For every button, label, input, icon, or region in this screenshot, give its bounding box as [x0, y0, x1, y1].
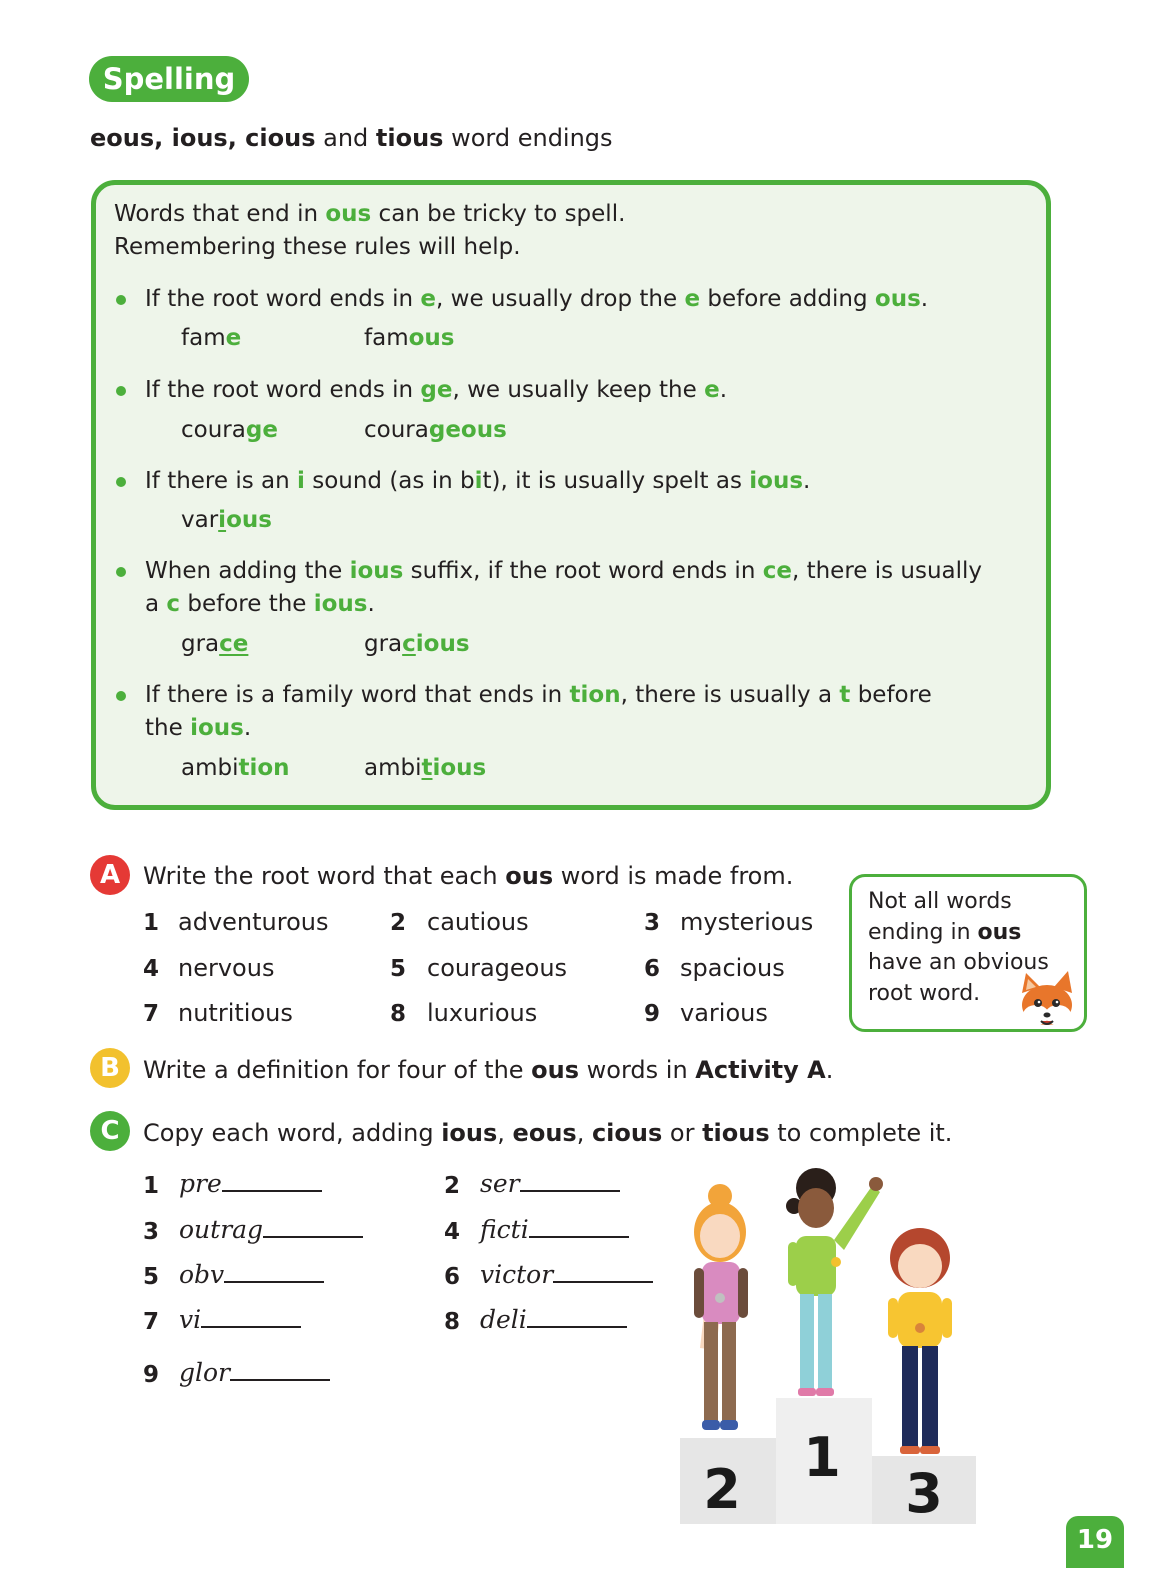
item-number: 5: [390, 956, 407, 982]
rule-3-example-word: various: [181, 507, 272, 533]
activity-b-badge: B: [90, 1048, 130, 1088]
first-place-child: [786, 1168, 883, 1396]
item-number: 7: [143, 1001, 160, 1027]
word-item: adventurous: [178, 908, 329, 936]
blank-line: [224, 1259, 324, 1283]
second-place-child: [694, 1184, 748, 1430]
fill-in-word: victor: [480, 1259, 653, 1289]
tip-box: [849, 874, 1087, 1032]
blank-line: [222, 1168, 322, 1192]
podium-first-label: 1: [803, 1426, 841, 1489]
activity-a-badge: A: [90, 855, 130, 895]
item-number: 1: [143, 1173, 160, 1199]
rules-intro-line-2: Remembering these rules will help.: [114, 234, 521, 260]
page-subtitle: eous, ious, cious and tious word endings: [90, 124, 613, 152]
rule-5-text-line-1: If there is a family word that ends in tion, there is usually a t before: [145, 682, 932, 708]
blank-line: [263, 1214, 363, 1238]
item-number: 9: [644, 1001, 661, 1027]
word-item: mysterious: [680, 908, 814, 936]
fill-in-word: glor: [179, 1357, 330, 1387]
item-number: 4: [444, 1219, 461, 1245]
rule-2-example-word: courageous: [364, 417, 507, 443]
item-number: 7: [143, 1309, 160, 1335]
fill-in-word: ficti: [480, 1214, 629, 1244]
page-number: 19: [1066, 1516, 1124, 1568]
item-number: 6: [644, 956, 661, 982]
word-item: luxurious: [427, 999, 538, 1027]
fox-mascot-icon: [1014, 971, 1078, 1033]
rule-5-text-line-2: the ious.: [145, 715, 252, 741]
word-item: nervous: [178, 954, 275, 982]
bullet-dot: [116, 386, 126, 396]
rule-4-example-root: grace: [181, 631, 249, 657]
word-item: courageous: [427, 954, 568, 982]
blank-line: [553, 1259, 653, 1283]
blank-line: [230, 1357, 330, 1381]
bullet-dot: [116, 295, 126, 305]
rule-1-text: If the root word ends in e, we usually drop the e before adding ous.: [145, 286, 929, 312]
item-number: 3: [644, 910, 661, 936]
word-item: cautious: [427, 908, 529, 936]
blank-line: [201, 1304, 301, 1328]
item-number: 4: [143, 956, 160, 982]
rule-1-example-word: famous: [364, 325, 455, 351]
rule-3-text: If there is an i sound (as in bit), it is usually spelt as ious.: [145, 468, 811, 494]
item-number: 3: [143, 1219, 160, 1245]
rule-5-example-root: ambition: [181, 755, 290, 781]
third-place-child: [888, 1228, 952, 1454]
word-item: spacious: [680, 954, 785, 982]
section-tag: Spelling: [89, 56, 249, 102]
item-number: 8: [444, 1309, 461, 1335]
rules-intro-line-1: Words that end in ous can be tricky to spell.: [114, 201, 626, 227]
rule-2-text: If the root word ends in ge, we usually keep the e.: [145, 377, 728, 403]
activity-c-badge: C: [90, 1111, 130, 1151]
blank-line: [529, 1214, 629, 1238]
blank-line: [527, 1304, 627, 1328]
rule-1-example-root: fame: [181, 325, 242, 351]
rules-box: [91, 180, 1051, 810]
rule-2-example-root: courage: [181, 417, 278, 443]
fill-in-word: deli: [480, 1304, 627, 1334]
rule-4-text-line-2: a c before the ious.: [145, 591, 375, 617]
activity-c-instructions: Copy each word, adding ious, eous, cious or tious to complete it.: [143, 1119, 953, 1147]
rule-5-example-word: ambitious: [364, 755, 487, 781]
word-item: nutritious: [178, 999, 293, 1027]
activity-b-instructions: Write a definition for four of the ous words in Activity A.: [143, 1056, 834, 1084]
fill-in-word: outrag: [179, 1214, 363, 1244]
item-number: 6: [444, 1264, 461, 1290]
activity-a-instructions: Write the root word that each ous word is made from.: [143, 862, 794, 890]
item-number: 5: [143, 1264, 160, 1290]
word-item: various: [680, 999, 768, 1027]
blank-line: [520, 1168, 620, 1192]
podium-illustration: [676, 1166, 986, 1526]
item-number: 1: [143, 910, 160, 936]
fill-in-word: pre: [179, 1168, 322, 1198]
podium-third-label: 3: [905, 1462, 943, 1525]
bullet-dot: [116, 477, 126, 487]
fill-in-word: ser: [480, 1168, 620, 1198]
bullet-dot: [116, 691, 126, 701]
item-number: 9: [143, 1362, 160, 1388]
item-number: 2: [444, 1173, 461, 1199]
bullet-dot: [116, 567, 126, 577]
podium-second-label: 2: [703, 1458, 741, 1521]
rule-4-text-line-1: When adding the ious suffix, if the root word ends in ce, there is usually: [145, 558, 983, 584]
item-number: 2: [390, 910, 407, 936]
item-number: 8: [390, 1001, 407, 1027]
fill-in-word: vi: [179, 1304, 301, 1334]
fill-in-word: obv: [179, 1259, 324, 1289]
tip-text: Not all words ending in ous have an obvious root word.: [868, 889, 1049, 1006]
rule-4-example-word: gracious: [364, 631, 470, 657]
